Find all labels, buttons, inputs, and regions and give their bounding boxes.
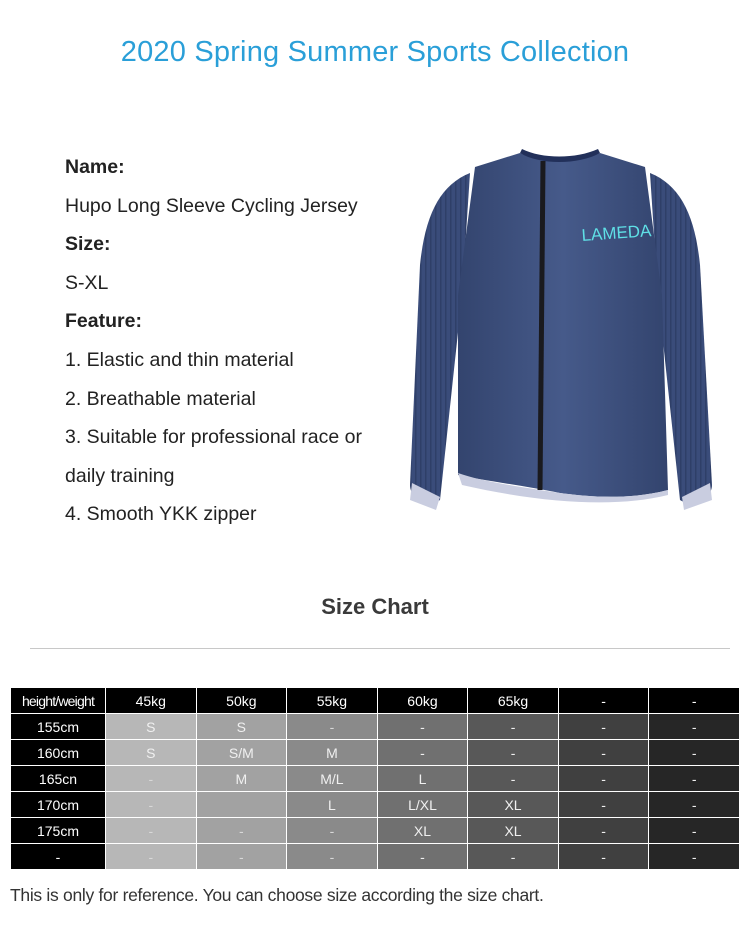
size-cell: -	[649, 740, 740, 766]
size-cell: -	[649, 792, 740, 818]
size-cell: -	[468, 766, 559, 792]
size-cell: M	[287, 740, 378, 766]
size-cell	[196, 792, 287, 818]
size-cell: -	[287, 714, 378, 740]
product-name: Hupo Long Sleeve Cycling Jersey	[65, 194, 358, 217]
size-chart-table	[10, 687, 740, 870]
reference-note: This is only for reference. You can choose size according the size chart.	[10, 885, 544, 905]
table-row	[11, 818, 740, 844]
size-cell: S	[106, 714, 197, 740]
product-size: S-XL	[65, 271, 109, 294]
size-cell: -	[558, 844, 649, 870]
header-cell: 45kg	[106, 688, 197, 714]
size-cell: L	[287, 792, 378, 818]
size-cell: XL	[468, 792, 559, 818]
size-cell: XL	[377, 818, 468, 844]
size-cell: -	[106, 818, 197, 844]
header-cell: 60kg	[377, 688, 468, 714]
height-cell: 155cm	[11, 714, 106, 740]
size-cell: -	[106, 792, 197, 818]
jersey-logo-text: LAMEDA	[580, 221, 653, 245]
size-cell: L	[377, 766, 468, 792]
size-cell: XL	[468, 818, 559, 844]
size-cell: -	[287, 844, 378, 870]
size-cell: S	[106, 740, 197, 766]
size-cell: -	[649, 818, 740, 844]
header-cell: 65kg	[468, 688, 559, 714]
header-cell: -	[649, 688, 740, 714]
table-row	[11, 792, 740, 818]
header-cell: height/weight	[11, 688, 106, 714]
size-cell: -	[558, 792, 649, 818]
size-cell: -	[558, 740, 649, 766]
header-cell: 55kg	[287, 688, 378, 714]
product-info	[65, 148, 405, 534]
size-cell: S/M	[196, 740, 287, 766]
size-cell: M/L	[287, 766, 378, 792]
feature-item: daily training	[65, 464, 175, 487]
size-cell: -	[196, 818, 287, 844]
size-cell: -	[106, 844, 197, 870]
size-cell: -	[196, 844, 287, 870]
feature-item: 2. Breathable material	[65, 387, 256, 410]
size-cell: S	[196, 714, 287, 740]
size-cell: -	[558, 766, 649, 792]
table-row	[11, 766, 740, 792]
table-row	[11, 740, 740, 766]
page-title: 2020 Spring Summer Sports Collection	[120, 36, 630, 68]
header-cell: -	[558, 688, 649, 714]
table-row	[11, 714, 740, 740]
size-cell: -	[377, 844, 468, 870]
feature-item: 1. Elastic and thin material	[65, 348, 294, 371]
height-cell: 165cn	[11, 766, 106, 792]
height-cell: 170cm	[11, 792, 106, 818]
feature-label: Feature:	[65, 310, 142, 333]
size-cell: -	[377, 740, 468, 766]
size-chart-title: Size Chart	[321, 594, 429, 619]
size-cell: -	[468, 740, 559, 766]
feature-item: 3. Suitable for professional race or	[65, 426, 362, 449]
size-cell: -	[649, 714, 740, 740]
height-cell: -	[11, 844, 106, 870]
height-cell: 160cm	[11, 740, 106, 766]
size-label: Size:	[65, 233, 111, 256]
size-cell: -	[649, 766, 740, 792]
size-cell: L/XL	[377, 792, 468, 818]
size-cell: -	[468, 844, 559, 870]
size-cell: -	[558, 714, 649, 740]
feature-item: 4. Smooth YKK zipper	[65, 503, 257, 526]
height-cell: 175cm	[11, 818, 106, 844]
size-cell: -	[106, 766, 197, 792]
name-label: Name:	[65, 156, 125, 178]
header-cell: 50kg	[196, 688, 287, 714]
table-row	[11, 844, 740, 870]
size-chart-header-row	[11, 688, 740, 714]
size-cell: -	[287, 818, 378, 844]
size-cell: -	[377, 714, 468, 740]
size-cell: -	[468, 714, 559, 740]
jersey-image	[400, 145, 720, 520]
size-cell: -	[558, 818, 649, 844]
size-cell: M	[196, 766, 287, 792]
divider	[30, 648, 730, 649]
size-cell: -	[649, 844, 740, 870]
